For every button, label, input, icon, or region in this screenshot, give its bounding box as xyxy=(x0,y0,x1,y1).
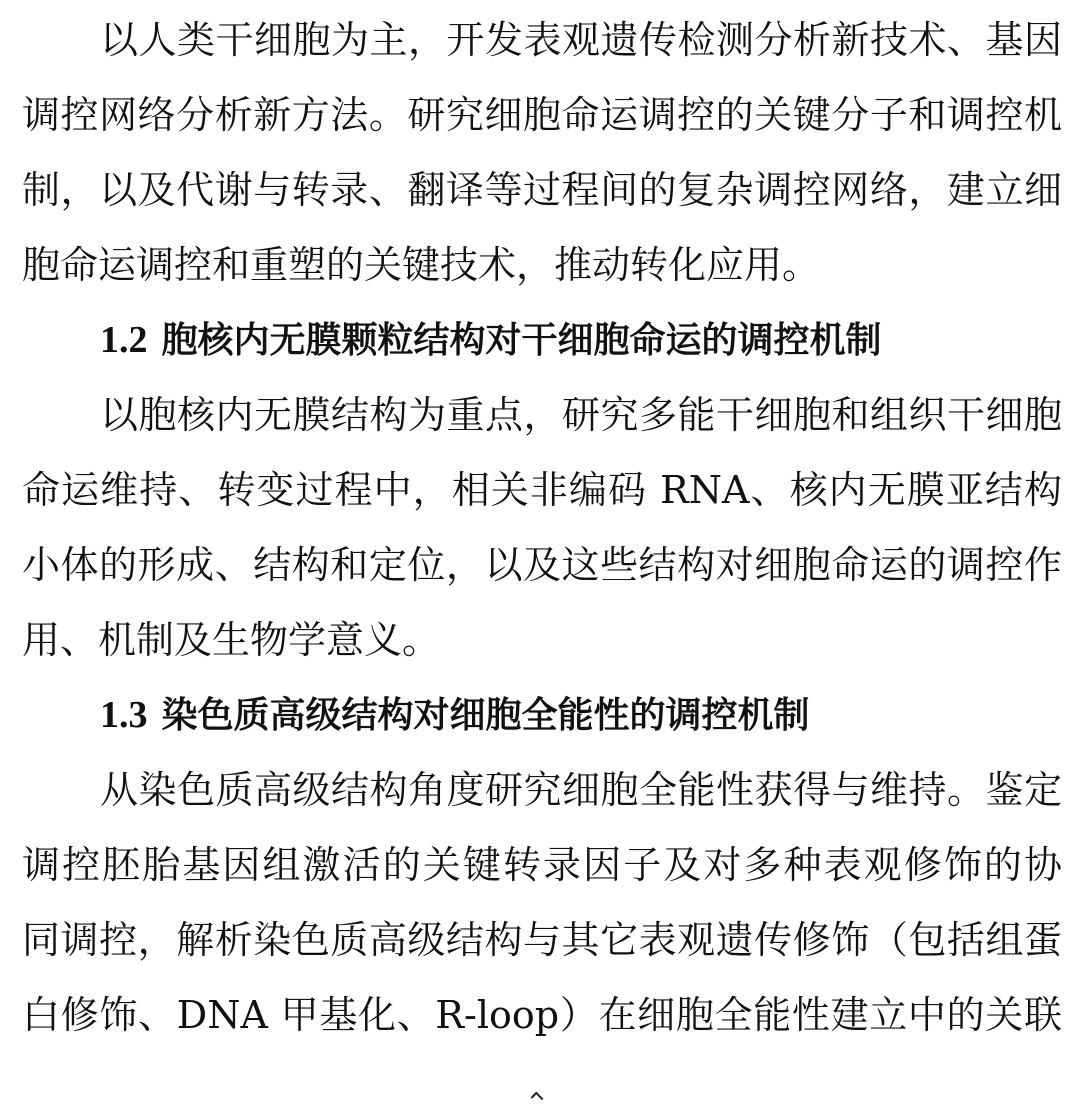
paragraph-2-line-1: 以胞核内无膜结构为重点，研究多能干细胞和组织干细胞 xyxy=(100,393,1062,437)
paragraph-1-line-1: 以人类干细胞为主，开发表观遗传检测分析新技术、基因 xyxy=(100,18,1062,62)
cropped-glyph-fragment xyxy=(531,1092,544,1104)
paragraph-1-line-3: 制，以及代谢与转录、翻译等过程间的复杂调控网络，建立细 xyxy=(22,168,1062,212)
section-heading-1-3 xyxy=(100,689,1062,741)
section-title: 胞核内无膜颗粒结构对干细胞命运的调控机制 xyxy=(161,320,882,361)
section-number: 1.2 xyxy=(100,319,148,361)
section-number: 1.3 xyxy=(100,694,148,736)
paragraph-2-line-2: 命运维持、转变过程中，相关非编码 RNA、核内无膜亚结构 xyxy=(22,468,1062,512)
paragraph-1-line-2: 调控网络分析新方法。研究细胞命运调控的关键分子和调控机 xyxy=(22,93,1062,137)
paragraph-3-line-1: 从染色质高级结构角度研究细胞全能性获得与维持。鉴定 xyxy=(100,768,1062,812)
section-heading-1-2 xyxy=(100,314,1062,366)
paragraph-3-line-3: 同调控，解析染色质高级结构与其它表观遗传修饰（包括组蛋 xyxy=(22,918,1062,962)
paragraph-2-line-3: 小体的形成、结构和定位，以及这些结构对细胞命运的调控作 xyxy=(22,543,1062,587)
paragraph-3-line-2: 调控胚胎基因组激活的关键转录因子及对多种表观修饰的协 xyxy=(22,843,1062,887)
paragraph-3-line-4: 白修饰、DNA 甲基化、R-loop）在细胞全能性建立中的关联 xyxy=(22,993,1062,1037)
section-title: 染色质高级结构对细胞全能性的调控机制 xyxy=(161,695,810,736)
paragraph-2-line-4: 用、机制及生物学意义。 xyxy=(22,618,441,662)
paragraph-1-line-4: 胞命运调控和重塑的关键技术，推动转化应用。 xyxy=(22,243,821,287)
